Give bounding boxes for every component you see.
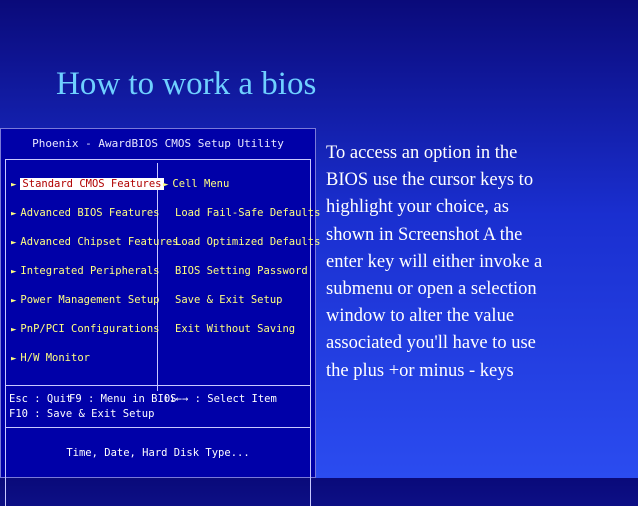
key-hint-menu: F9 : Menu in BIOS [69, 393, 177, 405]
bios-menu-standard-cmos[interactable]: ► Standard CMOS Features [11, 178, 162, 190]
bios-screenshot [0, 128, 321, 478]
key-hint-quit: Esc : Quit [9, 393, 73, 405]
bios-divider [5, 427, 311, 428]
bios-status-line: Time, Date, Hard Disk Type... [66, 447, 250, 459]
arrow-right-icon: ► [11, 267, 17, 277]
bios-menu-cell-menu[interactable]: ► Cell Menu [163, 178, 230, 190]
bios-menu-power-management[interactable]: ► Power Management Setup [11, 294, 160, 306]
key-hint-select: ↑↓←→ : Select Item [163, 393, 277, 405]
arrow-right-icon: ► [11, 325, 17, 335]
arrow-right-icon: ► [11, 209, 17, 219]
arrow-right-icon: ► [11, 354, 17, 364]
bios-menu-pnp-pci[interactable]: ► PnP/PCI Configurations [11, 323, 160, 335]
key-hint-save-exit: F10 : Save & Exit Setup [9, 408, 155, 420]
bios-menu-hw-monitor[interactable]: ► H/W Monitor [11, 352, 90, 364]
bios-menu-advanced-bios[interactable]: ► Advanced BIOS Features [11, 207, 160, 219]
bios-menu-advanced-chipset[interactable]: ► Advanced Chipset Features [11, 236, 179, 248]
bios-menu-load-optimized[interactable]: Load Optimized Defaults [175, 236, 321, 248]
bios-menu-integrated-peripherals[interactable]: ► Integrated Peripherals [11, 265, 160, 277]
arrow-right-icon: ► [11, 238, 17, 248]
bios-menu-setting-password[interactable]: BIOS Setting Password [175, 265, 308, 277]
bios-divider [5, 385, 311, 386]
arrow-right-icon: ► [163, 180, 169, 190]
arrow-right-icon: ► [11, 296, 17, 306]
bios-header: Phoenix - AwardBIOS CMOS Setup Utility [32, 137, 284, 150]
bios-menu-exit-without-saving[interactable]: Exit Without Saving [175, 323, 296, 335]
bios-menu-save-exit[interactable]: Save & Exit Setup [175, 294, 283, 306]
arrow-right-icon: ► [11, 180, 17, 190]
slide-title: How to work a bios [56, 66, 317, 102]
slide-description: To access an option in the BIOS use the cursor keys to highlight your choice, as shown in Screenshot A the enter key will either invoke a submenu or open a selection window to alter the value associated you'll have to use the plus +or minus - keys [326, 143, 543, 381]
bios-menu-load-fail-safe[interactable]: Load Fail-Safe Defaults [175, 207, 321, 219]
